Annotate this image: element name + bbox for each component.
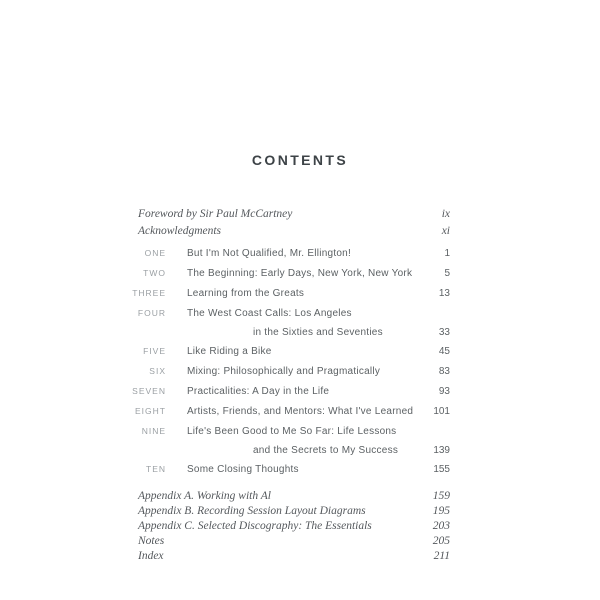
chapter-page-number: 155 xyxy=(433,463,450,475)
toc-chapter-row xyxy=(123,263,450,283)
toc-chapter-row xyxy=(123,361,450,381)
chapter-page-number: 93 xyxy=(438,385,450,397)
chapter-title: But I'm Not Qualified, Mr. Ellington! xyxy=(187,247,352,259)
front-matter-label: Foreword by Sir Paul McCartney xyxy=(138,207,293,220)
chapter-title-continuation: and the Secrets to My Success xyxy=(253,444,399,456)
chapter-title: The West Coast Calls: Los Angeles xyxy=(187,307,352,319)
toc-chapter-row xyxy=(123,381,450,401)
toc-chapter-row xyxy=(123,283,450,303)
chapter-page-number: 139 xyxy=(433,444,450,456)
front-matter-page-number: xi xyxy=(441,224,450,237)
chapter-title: Artists, Friends, and Mentors: What I've Learned xyxy=(187,405,414,417)
back-matter-label: Appendix A. Working with Al xyxy=(138,489,271,502)
chapter-number: NINE xyxy=(141,426,166,436)
back-matter-page-number: 211 xyxy=(433,549,450,562)
chapter-title: The Beginning: Early Days, New York, New York xyxy=(187,267,413,279)
front-matter-row xyxy=(138,205,450,222)
back-matter-row xyxy=(138,548,450,563)
chapter-title: Some Closing Thoughts xyxy=(187,463,299,475)
chapter-page-number: 1 xyxy=(444,247,450,259)
chapter-number: EIGHT xyxy=(135,406,166,416)
back-matter-label: Notes xyxy=(138,534,165,547)
chapter-page-number: 45 xyxy=(438,345,450,357)
front-matter-label: Acknowledgments xyxy=(138,224,222,237)
back-matter-page-number: 195 xyxy=(432,504,450,517)
toc-chapter-continuation-row xyxy=(123,441,450,459)
back-matter-row xyxy=(138,518,450,533)
back-matter-label: Appendix C. Selected Discography: The Essentials xyxy=(138,519,372,532)
toc-chapter-row xyxy=(123,243,450,263)
front-matter-list xyxy=(138,205,450,239)
back-matter-label: Index xyxy=(138,549,164,562)
back-matter-row xyxy=(138,533,450,548)
chapter-title-continuation: in the Sixties and Seventies xyxy=(253,326,383,338)
chapter-page-number: 83 xyxy=(438,365,450,377)
chapter-title: Practicalities: A Day in the Life xyxy=(187,385,330,397)
back-matter-row xyxy=(138,488,450,503)
chapter-number: FOUR xyxy=(137,308,166,318)
chapter-number: SIX xyxy=(149,366,166,376)
front-matter-page-number: ix xyxy=(441,207,450,220)
chapter-number: ONE xyxy=(144,248,166,258)
chapter-number: TEN xyxy=(146,464,166,474)
page-title: CONTENTS xyxy=(251,152,349,168)
chapter-number: THREE xyxy=(132,288,166,298)
toc-chapter-row xyxy=(123,421,450,441)
toc-chapter-row xyxy=(123,341,450,361)
chapter-page-number: 101 xyxy=(433,405,450,417)
chapter-list xyxy=(123,243,450,479)
chapter-page-number: 5 xyxy=(444,267,450,279)
chapter-page-number: 33 xyxy=(438,326,450,338)
toc-chapter-row xyxy=(123,303,450,323)
chapter-page-number: 13 xyxy=(438,287,450,299)
back-matter-list xyxy=(138,488,450,563)
chapter-title: Like Riding a Bike xyxy=(187,345,272,357)
chapter-title: Learning from the Greats xyxy=(187,287,305,299)
back-matter-label: Appendix B. Recording Session Layout Diagrams xyxy=(138,504,366,517)
chapter-number: FIVE xyxy=(143,346,166,356)
chapter-title: Life's Been Good to Me So Far: Life Lessons xyxy=(187,425,397,437)
toc-chapter-continuation-row xyxy=(123,323,450,341)
chapter-number: TWO xyxy=(143,268,166,278)
back-matter-page-number: 203 xyxy=(432,519,450,532)
back-matter-page-number: 159 xyxy=(432,489,450,502)
toc-chapter-row xyxy=(123,459,450,479)
chapter-title: Mixing: Philosophically and Pragmatically xyxy=(187,365,381,377)
back-matter-page-number: 205 xyxy=(432,534,450,547)
toc-chapter-row xyxy=(123,401,450,421)
chapter-number: SEVEN xyxy=(132,386,166,396)
front-matter-row xyxy=(138,222,450,239)
back-matter-row xyxy=(138,503,450,518)
